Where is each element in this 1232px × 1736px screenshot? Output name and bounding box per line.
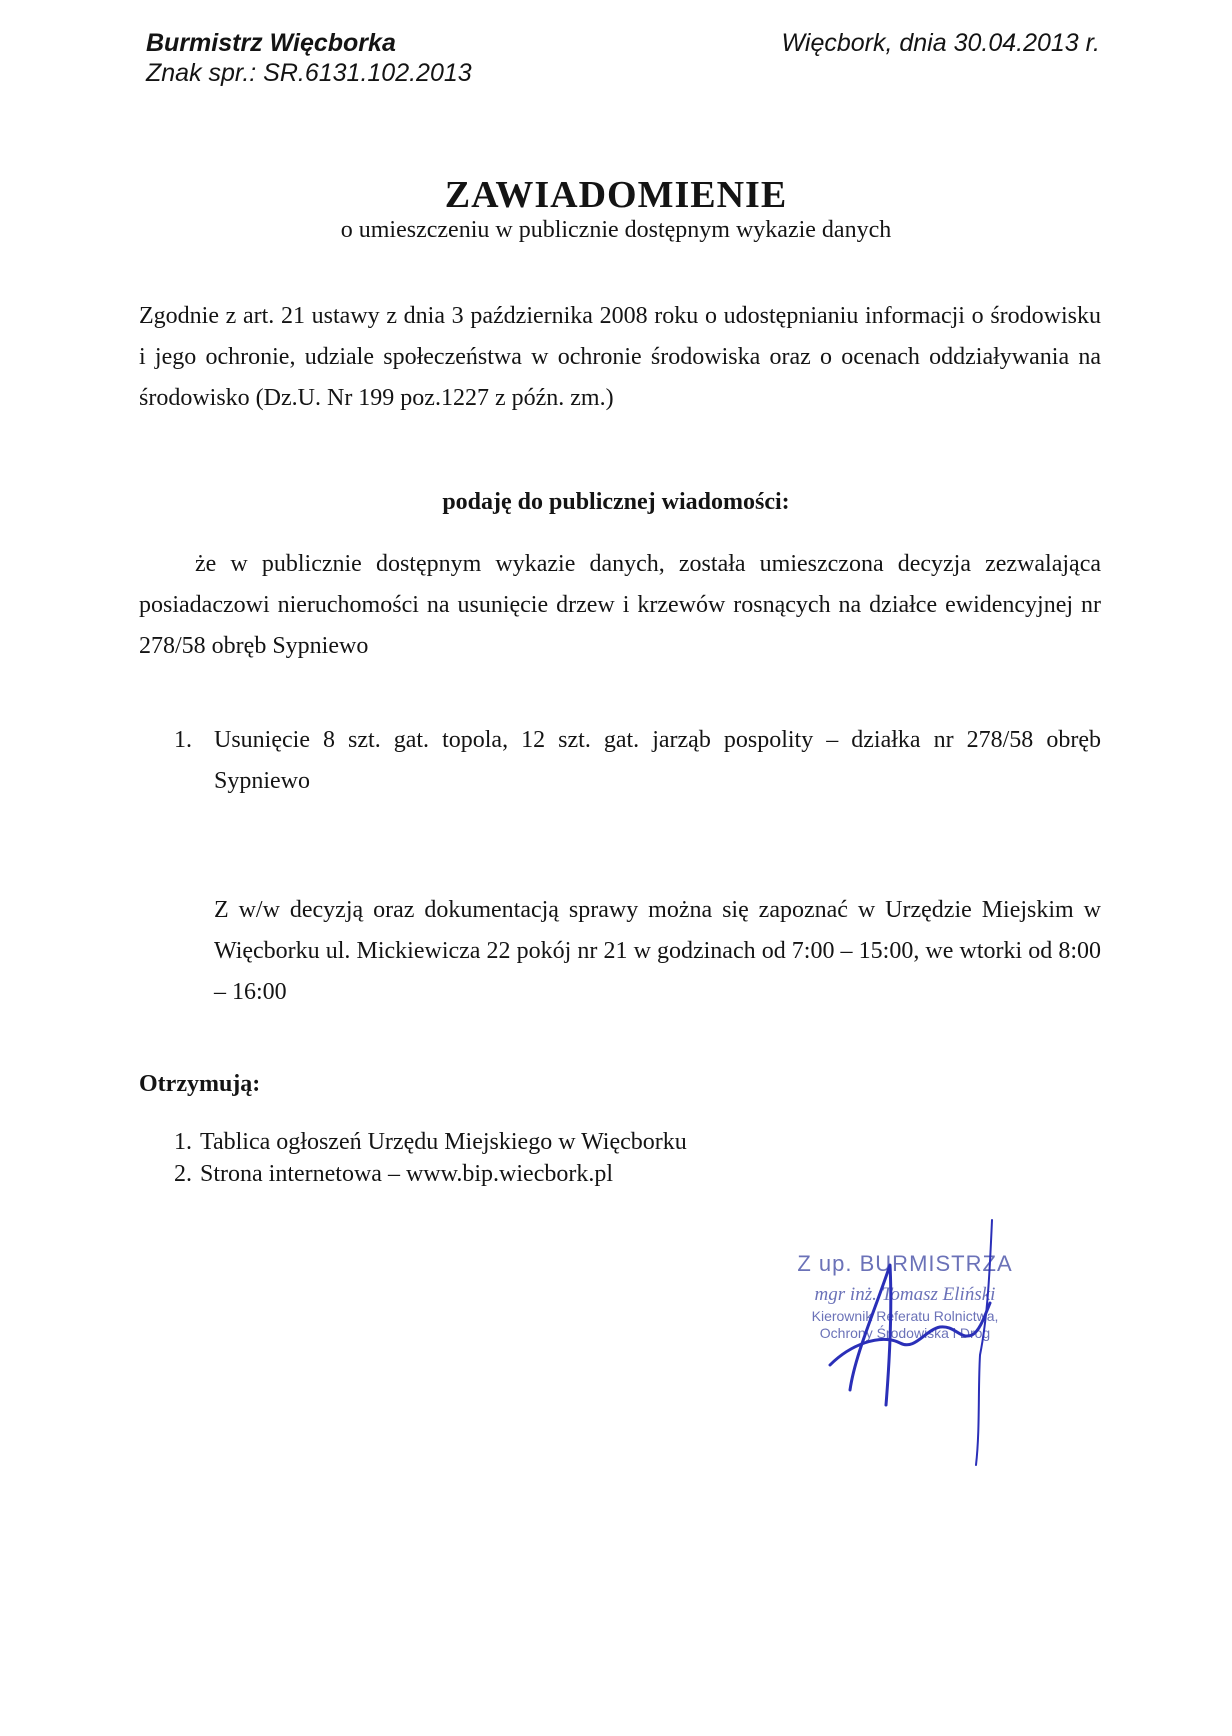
document-title: ZAWIADOMIENIE: [444, 174, 788, 216]
issuing-authority: Burmistrz Więcborka: [146, 29, 396, 57]
recipients-heading: Otrzymują:: [139, 1071, 261, 1097]
place-and-date: Więcbork, dnia 30.04.2013 r.: [781, 29, 1100, 57]
item-text: Usunięcie 8 szt. gat. topola, 12 szt. gat. jarząb pospolity – działka nr 278/58 obręb Sypniewo: [214, 727, 1101, 794]
handwritten-signature: [820, 1215, 1020, 1475]
case-reference: Znak spr.: SR.6131.102.2013: [146, 59, 472, 87]
list-item-text: Strona internetowa – www.bip.wiecbork.pl: [200, 1161, 614, 1187]
announcement-heading: podaję do publicznej wiadomości:: [442, 489, 790, 515]
document-subtitle: o umieszczeniu w publicznie dostępnym wykazie danych: [340, 217, 892, 243]
stamp-position-line: Kierownik Referatu Rolnictwa,: [811, 1308, 999, 1324]
stamp-name-line: mgr inż. Tomasz Eliński: [814, 1284, 996, 1305]
list-item-number: 1.: [174, 1129, 192, 1155]
office-info-paragraph: Z w/w decyzją oraz dokumentacją sprawy można się zapoznać w Urzędzie Miejskim w Więcborku ul. Mickiewicza 22 pokój nr 21 w godzinach od 7:00 – 15:00, we wtorki od 8:00 – 16:00: [214, 897, 1101, 1005]
decision-paragraph: że w publicznie dostępnym wykazie danych, została umieszczona decyzja zezwalająca posiadaczowi nieruchomości na usunięcie drzew i krzewów rosnących na działce ewidencyjnej nr 278/58 obręb Sypniewo: [139, 551, 1101, 659]
list-item: [174, 1158, 687, 1190]
list-item: [174, 1126, 687, 1158]
legal-basis-paragraph: Zgodnie z art. 21 ustawy z dnia 3 października 2008 roku o udostępnianiu informacji o środowisku i jego ochronie, udziale społeczeństwa w ochronie środowiska oraz o ocenach oddziaływania na środowisko (Dz.U. Nr 199 poz.1227 z późn. zm.): [139, 303, 1101, 411]
stamp-authorization-line: Z up. BURMISTRZA: [797, 1251, 1013, 1276]
stamp-department-line: Ochrony Środowiska i Dróg: [819, 1325, 991, 1341]
list-item-text: Tablica ogłoszeń Urzędu Miejskiego w Więcborku: [200, 1129, 687, 1155]
list-item-number: 2.: [174, 1161, 192, 1187]
item-number: 1.: [174, 727, 192, 753]
recipients-list: [174, 1126, 687, 1190]
